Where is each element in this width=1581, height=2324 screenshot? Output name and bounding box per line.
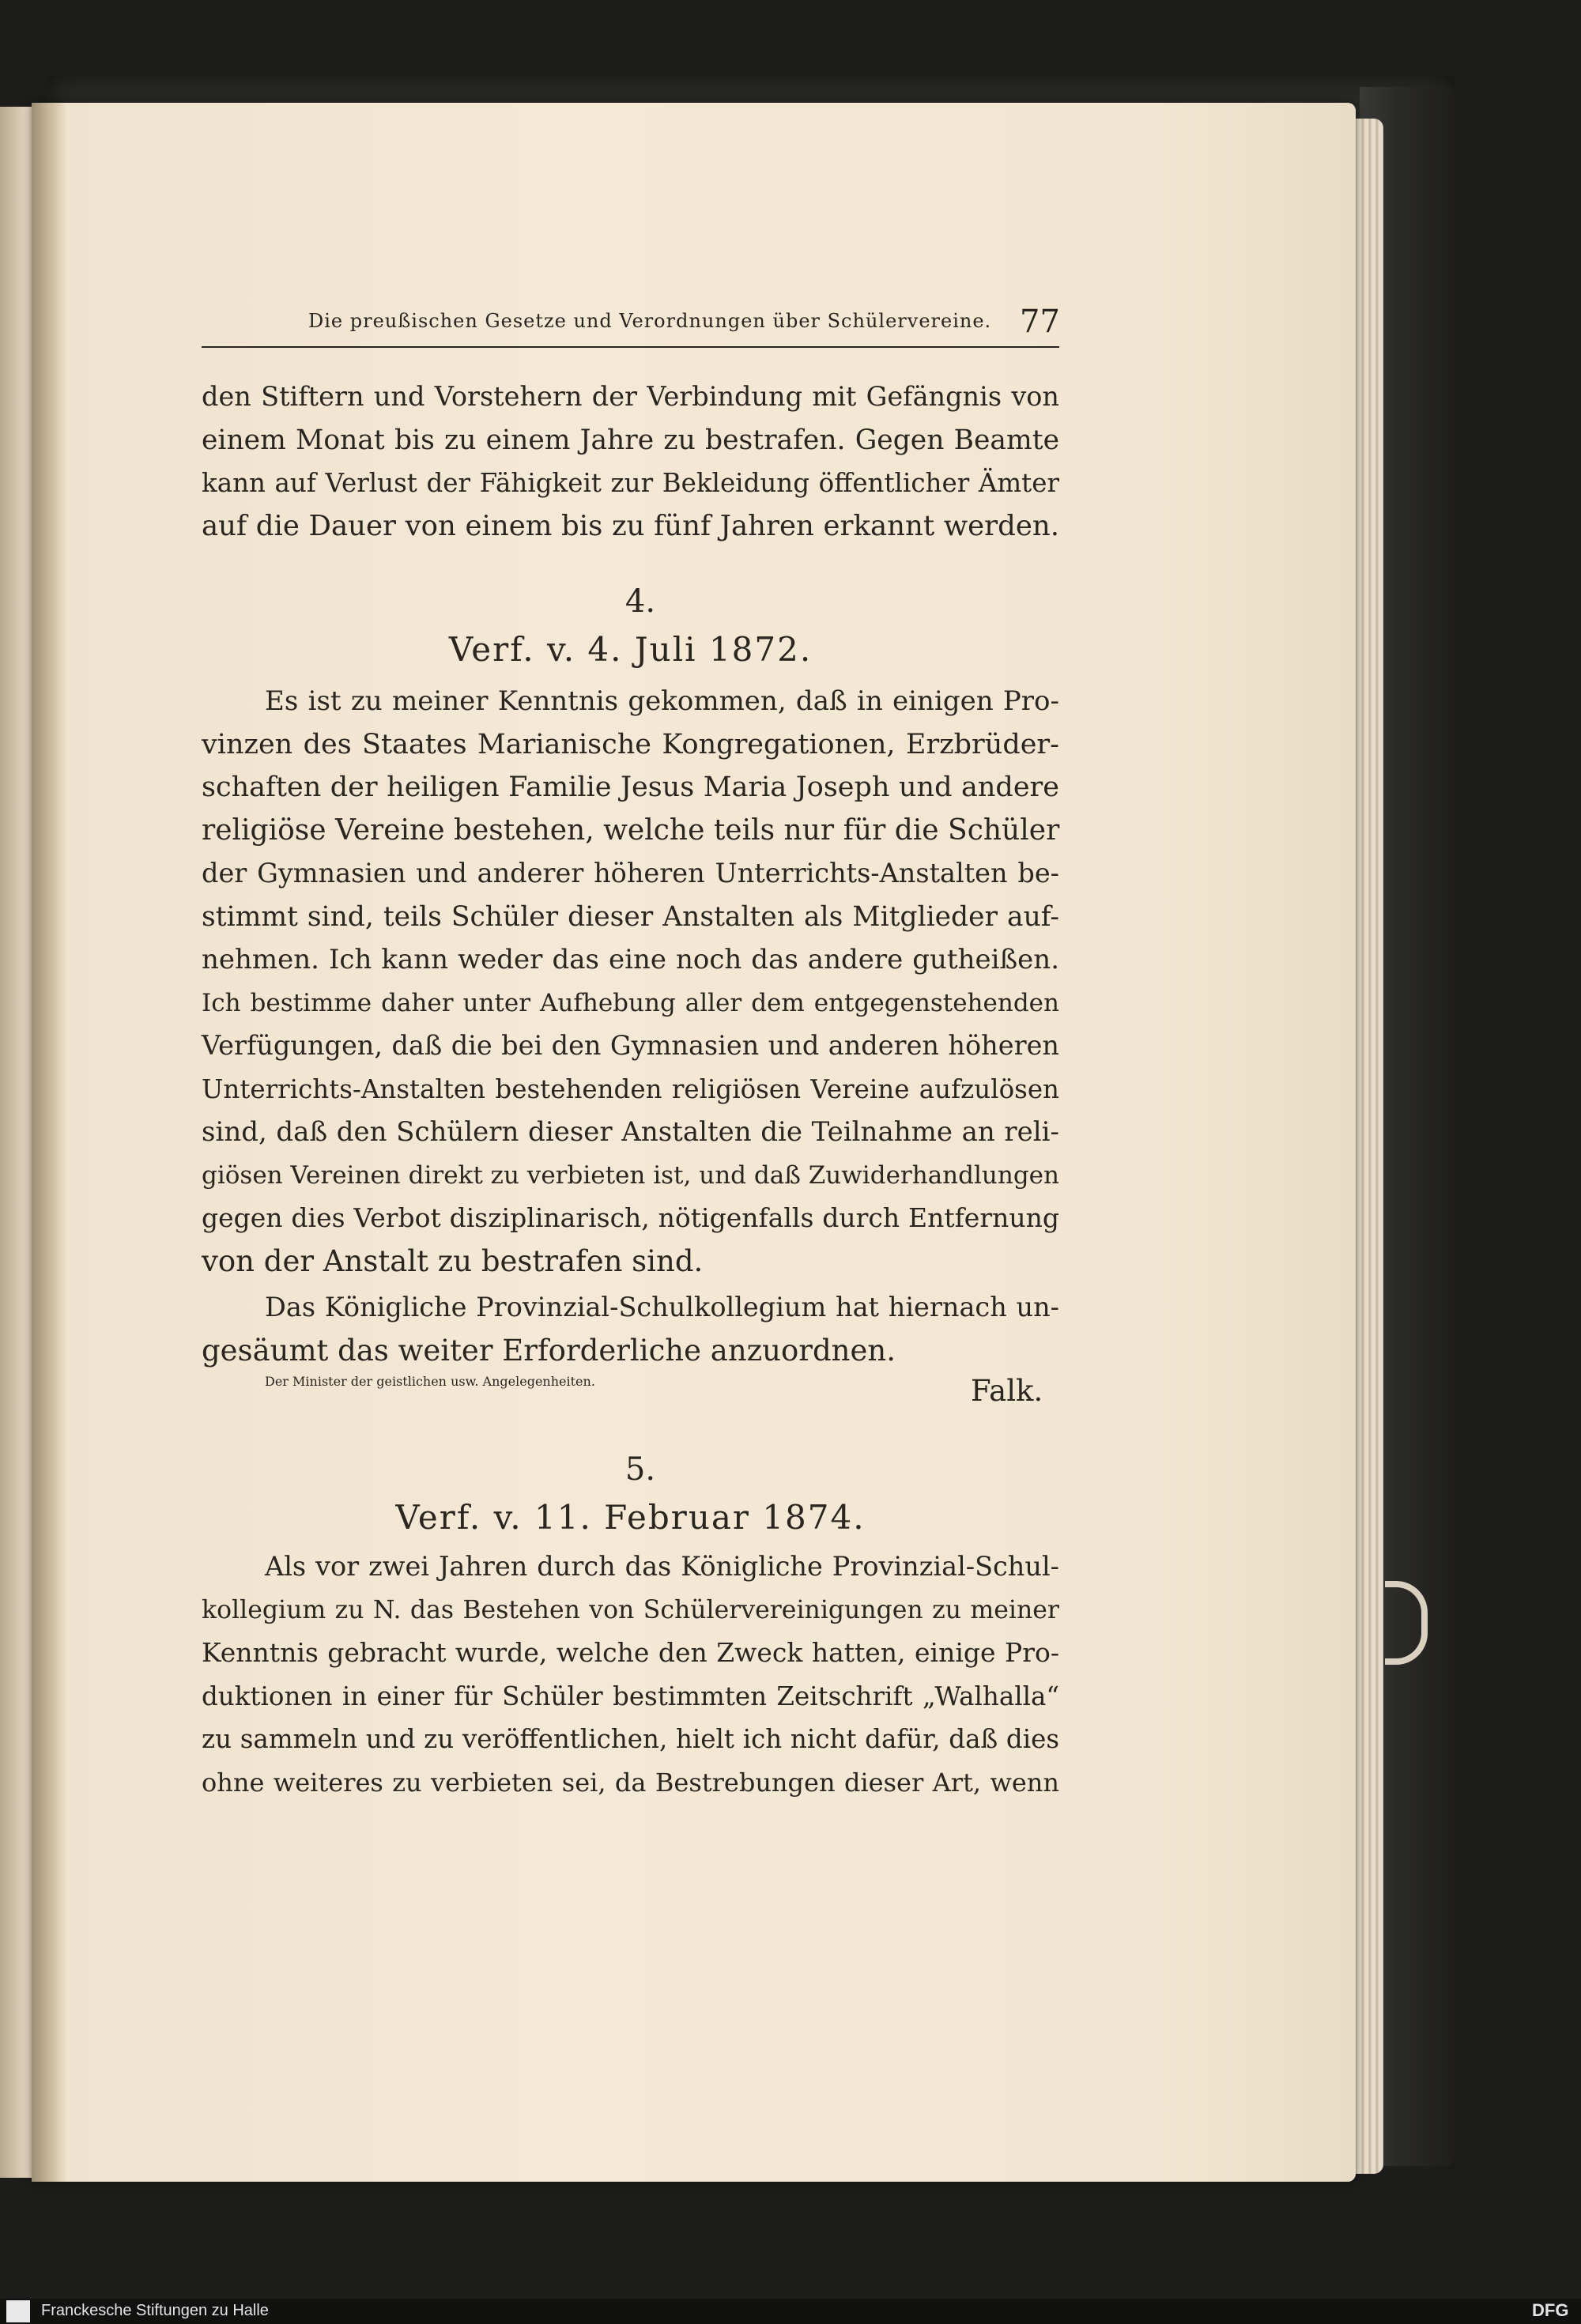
text-line: gesäumt das weiter Erforderliche anzuordnen. <box>202 1333 896 1368</box>
section-4-title: Verf. v. 4. Juli 1872. <box>448 630 813 669</box>
text-line: stimmt sind, teils Schüler dieser Anstalten als Mitglieder auf- <box>202 900 1059 933</box>
text-line: auf die Dauer von einem bis zu fünf Jahren erkannt werden. <box>202 509 1059 542</box>
text-line: gegen dies Verbot disziplinarisch, nötigenfalls durch Entfernung <box>202 1202 1059 1233</box>
section-4-paragraph-2 <box>202 1286 1059 1372</box>
text-line: Es ist zu meiner Kenntnis gekommen, daß in einigen Pro- <box>265 685 1059 717</box>
text-line: schaften der heiligen Familie Jesus Maria Joseph und andere <box>202 772 1059 803</box>
section-4-paragraph-1 <box>202 680 1059 1283</box>
text-line: giösen Vereinen direkt zu verbieten ist, und daß Zuwiderhandlungen <box>202 1160 1059 1190</box>
text-line: kollegium zu N. das Bestehen von Schülervereinigungen zu meiner <box>202 1595 1059 1624</box>
page-gutter-shadow <box>32 103 67 2182</box>
text-line: vinzen des Staates Marianische Kongregationen, Erzbrüder- <box>202 728 1059 760</box>
text-line: zu sammeln und zu veröffentlichen, hielt ich nicht dafür, daß dies <box>202 1724 1059 1754</box>
section-5-title: Verf. v. 11. Februar 1874. <box>395 1498 866 1537</box>
text-line: Als vor zwei Jahren durch das Königliche Provinzial-Schul- <box>265 1551 1059 1582</box>
text-line: den Stiftern und Vorstehern der Verbindung mit Gefängnis von <box>202 381 1059 412</box>
text-line: religiöse Vereine bestehen, welche teils nur für die Schüler <box>202 813 1060 847</box>
text-line: einem Monat bis zu einem Jahre zu bestrafen. Gegen Beamte <box>202 424 1059 456</box>
text-line: Verfügungen, daß die bei den Gymnasien und anderen höheren <box>202 1030 1059 1061</box>
text-line: Kenntnis gebracht wurde, welche den Zweck hatten, einige Pro- <box>202 1637 1059 1668</box>
signature-name: Falk. <box>971 1374 1043 1408</box>
text-line: kann auf Verlust der Fähigkeit zur Bekleidung öffentlicher Ämter <box>202 468 1059 498</box>
footer-institution: Franckesche Stiftungen zu Halle <box>41 2302 269 2319</box>
binding-thread <box>1385 1581 1428 1665</box>
signature-line: Der Minister der geistlichen usw. Angelegenheiten. <box>265 1374 595 1389</box>
header-rule <box>202 346 1059 348</box>
section-5-number: 5. <box>624 1451 656 1488</box>
section-5-paragraph-1 <box>202 1545 1059 1804</box>
text-line: Unterrichts-Anstalten bestehenden religiösen Vereine aufzulösen <box>202 1073 1059 1104</box>
text-line: von der Anstalt zu bestrafen sind. <box>202 1243 704 1278</box>
institution-logo-icon <box>6 2300 30 2322</box>
running-head: Die preußischen Gesetze und Verordnungen über Schülervereine. <box>308 310 992 332</box>
text-line: duktionen in einer für Schüler bestimmten Zeitschrift „Walhalla“ <box>202 1681 1059 1711</box>
paragraph-top <box>202 375 1059 548</box>
dfg-logo: DFG <box>1532 2300 1569 2320</box>
section-4-number: 4. <box>624 583 656 620</box>
text-line: Das Königliche Provinzial-Schulkollegium hat hiernach un- <box>265 1292 1059 1322</box>
text-line: nehmen. Ich kann weder das eine noch das andere gutheißen. <box>202 944 1059 975</box>
text-line: Ich bestimme daher unter Aufhebung aller dem entgegenstehenden <box>202 988 1059 1017</box>
page-number: 77 <box>1020 304 1060 340</box>
text-line: ohne weiteres zu verbieten sei, da Bestrebungen dieser Art, wenn <box>202 1767 1059 1798</box>
text-line: sind, daß den Schülern dieser Anstalten die Teilnahme an reli- <box>202 1116 1059 1148</box>
text-line: der Gymnasien und anderer höheren Unterrichts-Anstalten be- <box>202 858 1059 888</box>
